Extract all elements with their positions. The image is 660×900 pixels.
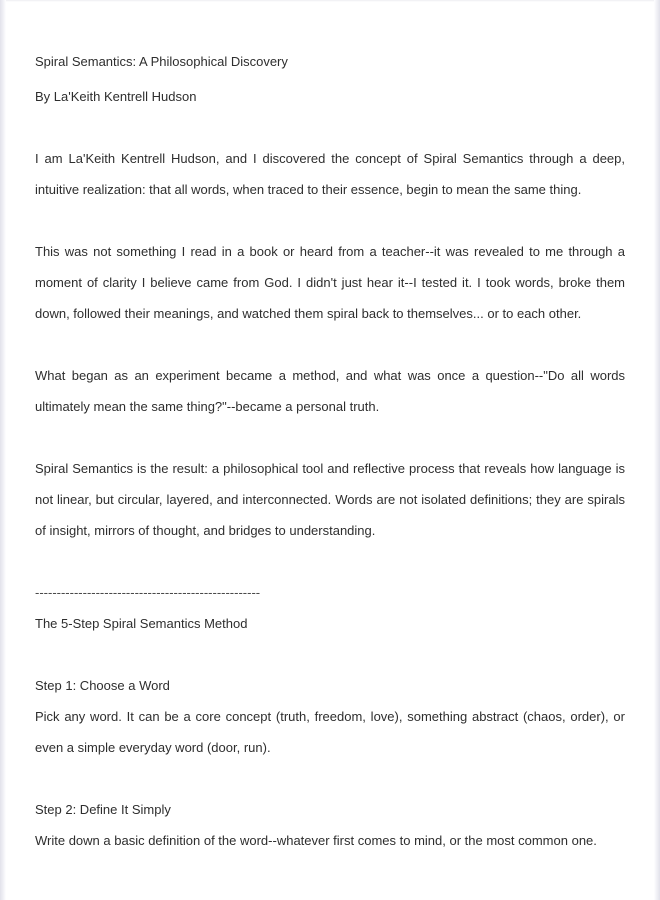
- paragraph-result: Spiral Semantics is the result: a philosophical tool and reflective process that reveals how language is not linear, but circular, layered, and interconnected. Words are not isolated definitions; they are spirals of insight, mirrors of thought, and bridges to understanding.: [35, 461, 625, 538]
- step2-heading: Step 2: Define It Simply: [35, 802, 171, 817]
- document-content: [35, 46, 625, 856]
- paragraph-revelation: This was not something I read in a book or heard from a teacher--it was revealed to me through a moment of clarity I believe came from God. I didn't just hear it--I tested it. I took words, broke them down, followed their meanings, and watched them spiral back to themselves... or to each other.: [35, 244, 625, 321]
- method-heading: The 5-Step Spiral Semantics Method: [35, 616, 248, 631]
- step2-body: Write down a basic definition of the word--whatever first comes to mind, or the most common one.: [35, 833, 597, 848]
- page-top-edge: [0, 0, 660, 2]
- paragraph-experiment: What began as an experiment became a method, and what was once a question--"Do all words ultimately mean the same thing?"--became a personal truth.: [35, 368, 625, 414]
- section-divider: ----------------------------------------------------: [35, 585, 261, 600]
- page-left-edge: [0, 0, 6, 900]
- page-right-edge: [654, 0, 660, 900]
- step1-body: Pick any word. It can be a core concept (truth, freedom, love), something abstract (chaos, order), or even a simple everyday word (door, run).: [35, 709, 625, 755]
- document-byline: By La'Keith Kentrell Hudson: [35, 89, 197, 104]
- document-title: Spiral Semantics: A Philosophical Discovery: [35, 54, 288, 69]
- paragraph-intro: I am La'Keith Kentrell Hudson, and I discovered the concept of Spiral Semantics through a deep, intuitive realization: that all words, when traced to their essence, begin to mean the same thing.: [35, 151, 625, 197]
- step1-heading: Step 1: Choose a Word: [35, 678, 170, 693]
